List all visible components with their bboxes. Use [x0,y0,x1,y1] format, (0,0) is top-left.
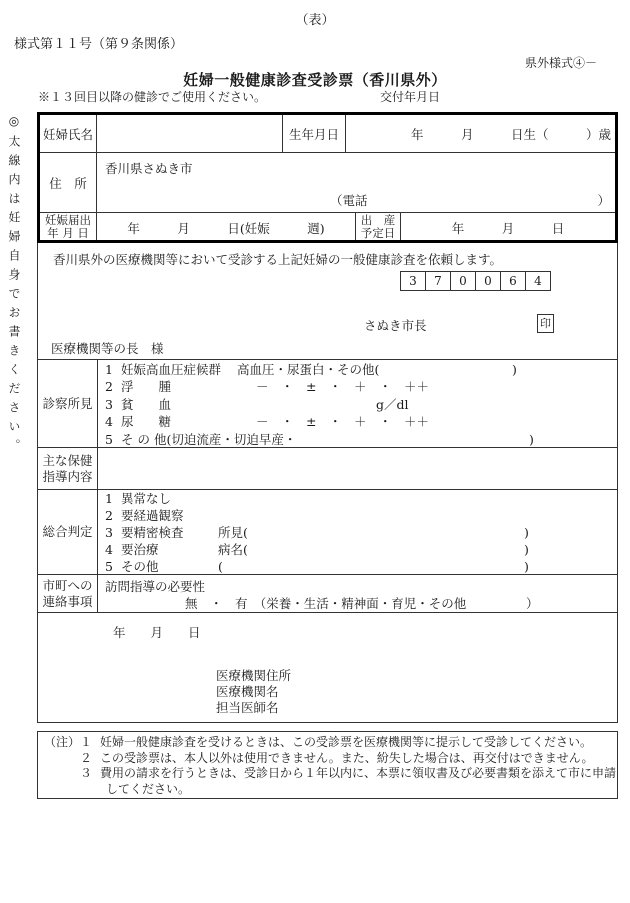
finding-row: 1 妊娠高血圧症候群 高血圧・尿蛋白・その他( ) [105,362,517,377]
note-line: ３ 費用の請求を行うときは、受診日から１年以内に、本票に領収書及び必要書類を添えて市に申請 [80,766,617,780]
mother-name-field [97,115,283,152]
finding-row: 4 尿 糖 － ・ ± ・ ＋ ・ ＋＋ [105,414,429,430]
mayor-name: さぬき市長 [364,318,427,333]
note-line: （注）１ 妊婦一般健康診査を受けるときは、この受診票を医療機関等に提示して受診してください。 [44,735,593,749]
clinic-section [37,243,618,723]
finding-row: 5 そ の 他(切迫流産・切迫早産・ ) [105,431,534,447]
notification-date-field: 年 月 日(妊娠 週) [97,213,356,240]
contact-label: 市町への 連絡事項 [38,575,98,612]
notification-date-label: 妊娠届出 年 月 日 [40,213,97,240]
judgement-row: 5 その他 ( ) [105,559,529,574]
notes-box [37,731,618,799]
exam-date-field: 年 月 日 [113,625,201,640]
judgement-row: 3 要精密検査 所見( ) [105,525,529,540]
addressee-line: 医療機関等の長 様 [51,341,164,356]
digit-box: 0 [475,271,501,291]
address-label: 住 所 [40,153,97,212]
margin-instruction: ◎太線内は妊婦自身でお書きください。 [7,114,21,458]
judgement-label: 総合判定 [38,490,98,574]
municipality-contact-section [38,575,617,613]
note-line: ２ この受診票は、本人以外は使用できません。また、紛失した場合は、再交付はできません。 [80,750,594,765]
visit-guidance-options: 無 ・ 有 （栄養・生活・精神面・育児・その他 [185,596,467,611]
judgement-row: 1 異常なし [105,491,172,506]
mother-name-label: 妊婦氏名 [40,115,97,152]
name-row [40,115,615,153]
request-sentence: 香川県外の医療機関等において受診する上記妊婦の一般健康診査を依頼します。 [53,252,503,267]
main-form-table [37,112,618,723]
issue-date-label: 交付年月日 [380,90,441,104]
visit-guidance-close-paren: ） [526,596,539,611]
address-prefill: 香川県さぬき市 [105,161,193,176]
usage-note: ※１３回目以降の健診でご使用ください。 [38,90,267,104]
notification-row [40,213,615,240]
judgement-content [98,490,617,574]
judgement-row: 2 要経過観察 [105,508,184,523]
recipient-number-boxes [400,271,551,291]
birthdate-label: 生年月日 [283,115,346,152]
self-entry-section [37,112,618,243]
guidance-section [38,448,617,490]
contact-content [98,575,617,612]
form-number: 様式第１１号（第９条関係） [14,37,184,52]
clinic-name-label: 医療機関名 [216,684,279,699]
findings-content [98,360,617,447]
digit-box: 7 [425,271,451,291]
note-line: してください。 [106,781,191,796]
judgement-section [38,490,617,575]
guidance-label: 主な保健 指導内容 [38,448,98,489]
digit-box: 4 [525,271,551,291]
clinic-address-label: 医療機関住所 [216,668,292,683]
phone-label: （電話 [330,193,368,208]
visit-guidance-label: 訪問指導の必要性 [105,579,206,594]
clinic-signature-section [38,613,617,723]
due-date-label: 出 産 予定日 [356,213,401,240]
findings-section [38,360,617,448]
form-title: 妊婦一般健康診査受診票（香川県外） [183,71,447,89]
phone-close-paren: ） [597,193,610,208]
page-side-label: （表） [295,13,335,28]
findings-label: 診察所見 [38,360,98,447]
doctor-name-label: 担当医師名 [216,700,279,715]
digit-box: 3 [400,271,426,291]
address-field [97,153,615,212]
finding-row: 3 貧 血 g／dl [105,396,409,412]
finding-row: 2 浮 腫 － ・ ± ・ ＋ ・ ＋＋ [105,379,429,395]
guidance-field [98,448,617,489]
digit-box: 6 [500,271,526,291]
digit-box: 0 [450,271,476,291]
prefecture-form-code: 県外様式④－ [524,56,597,70]
due-date-field: 年 月 日 [451,221,565,236]
address-row [40,153,615,213]
judgement-row: 4 要治療 病名( ) [105,542,529,557]
birthdate-field: 年 月 日生（ ）歳 [410,127,611,142]
seal-box: 印 [537,314,554,333]
request-section [38,243,617,360]
